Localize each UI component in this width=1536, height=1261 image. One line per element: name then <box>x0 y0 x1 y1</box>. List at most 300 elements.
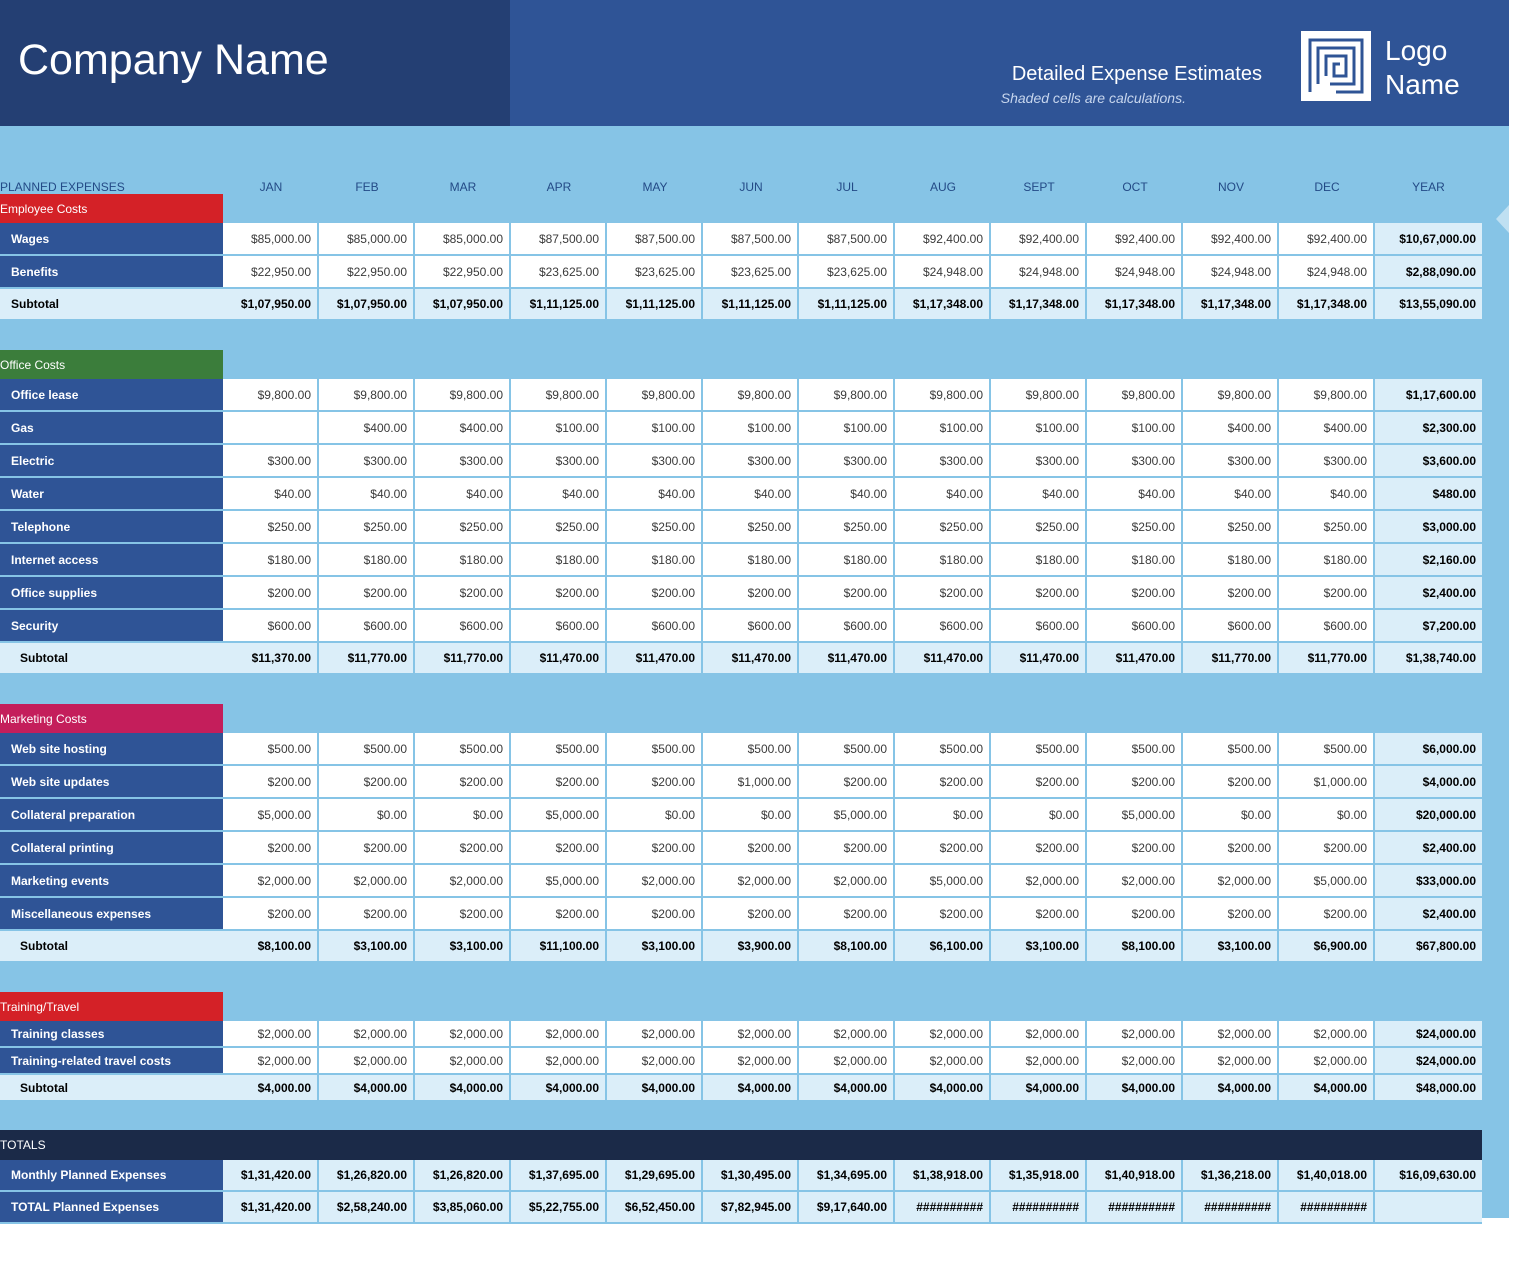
value-cell[interactable]: $2,000.00 <box>1183 1021 1279 1048</box>
subtotal-cell[interactable]: $6,900.00 <box>1279 931 1375 963</box>
value-cell[interactable]: $22,950.00 <box>415 256 511 289</box>
value-cell[interactable]: $0.00 <box>319 799 415 832</box>
value-cell[interactable]: $600.00 <box>511 610 607 643</box>
value-cell[interactable]: $200.00 <box>415 898 511 931</box>
value-cell[interactable]: $200.00 <box>1183 898 1279 931</box>
subtotal-cell[interactable]: $11,770.00 <box>415 643 511 675</box>
year-total-cell[interactable]: $2,300.00 <box>1375 412 1482 445</box>
value-cell[interactable]: $0.00 <box>991 799 1087 832</box>
value-cell[interactable]: $600.00 <box>415 610 511 643</box>
value-cell[interactable]: $200.00 <box>799 832 895 865</box>
value-cell[interactable]: $500.00 <box>319 733 415 766</box>
value-cell[interactable]: $200.00 <box>991 577 1087 610</box>
value-cell[interactable]: $40.00 <box>223 478 319 511</box>
value-cell[interactable]: $250.00 <box>799 511 895 544</box>
value-cell[interactable]: $200.00 <box>1183 577 1279 610</box>
value-cell[interactable]: $40.00 <box>799 478 895 511</box>
totals-label-monthly-planned-expenses[interactable]: Monthly Planned Expenses <box>0 1160 223 1192</box>
value-cell[interactable]: $200.00 <box>415 832 511 865</box>
value-cell[interactable]: $24,948.00 <box>1087 256 1183 289</box>
value-cell[interactable]: $92,400.00 <box>1087 223 1183 256</box>
subtotal-cell[interactable]: $4,000.00 <box>1183 1075 1279 1102</box>
value-cell[interactable]: $180.00 <box>319 544 415 577</box>
value-cell[interactable]: $40.00 <box>703 478 799 511</box>
value-cell[interactable]: $200.00 <box>607 577 703 610</box>
value-cell[interactable]: $9,800.00 <box>1279 379 1375 412</box>
value-cell[interactable]: $300.00 <box>607 445 703 478</box>
year-total-cell[interactable]: $10,67,000.00 <box>1375 223 1482 256</box>
value-cell[interactable]: $24,948.00 <box>1279 256 1375 289</box>
subtotal-cell[interactable]: $1,17,348.00 <box>1279 289 1375 321</box>
value-cell[interactable]: $40.00 <box>511 478 607 511</box>
value-cell[interactable]: $2,000.00 <box>1279 1048 1375 1075</box>
subtotal-cell[interactable]: $1,11,125.00 <box>607 289 703 321</box>
subtotal-cell[interactable]: $4,000.00 <box>991 1075 1087 1102</box>
value-cell[interactable]: $9,800.00 <box>223 379 319 412</box>
subtotal-cell[interactable]: $1,11,125.00 <box>799 289 895 321</box>
value-cell[interactable]: $250.00 <box>1183 511 1279 544</box>
value-cell[interactable]: $0.00 <box>1279 799 1375 832</box>
subtotal-cell[interactable]: $11,470.00 <box>895 643 991 675</box>
totals-year-cell[interactable]: $16,09,630.00 <box>1375 1160 1482 1192</box>
subtotal-cell[interactable]: $8,100.00 <box>799 931 895 963</box>
value-cell[interactable]: $200.00 <box>511 832 607 865</box>
totals-cell[interactable]: $7,82,945.00 <box>703 1192 799 1224</box>
value-cell[interactable]: $24,948.00 <box>1183 256 1279 289</box>
value-cell[interactable]: $500.00 <box>1279 733 1375 766</box>
value-cell[interactable]: $9,800.00 <box>607 379 703 412</box>
totals-cell[interactable]: ########## <box>895 1192 991 1224</box>
year-total-cell[interactable]: $2,400.00 <box>1375 577 1482 610</box>
totals-year-cell[interactable] <box>1375 1192 1482 1224</box>
value-cell[interactable]: $600.00 <box>991 610 1087 643</box>
row-label-office-lease[interactable]: Office lease <box>0 379 223 412</box>
value-cell[interactable]: $2,000.00 <box>223 1021 319 1048</box>
value-cell[interactable]: $9,800.00 <box>415 379 511 412</box>
row-label-wages[interactable]: Wages <box>0 223 223 256</box>
year-total-cell[interactable]: $4,000.00 <box>1375 766 1482 799</box>
row-label-web-site-updates[interactable]: Web site updates <box>0 766 223 799</box>
subtotal-cell[interactable]: $8,100.00 <box>1087 931 1183 963</box>
value-cell[interactable]: $180.00 <box>223 544 319 577</box>
value-cell[interactable]: $250.00 <box>991 511 1087 544</box>
value-cell[interactable]: $600.00 <box>799 610 895 643</box>
subtotal-cell[interactable]: $1,11,125.00 <box>703 289 799 321</box>
value-cell[interactable]: $600.00 <box>1087 610 1183 643</box>
value-cell[interactable] <box>223 412 319 445</box>
value-cell[interactable]: $2,000.00 <box>799 865 895 898</box>
value-cell[interactable]: $2,000.00 <box>703 1048 799 1075</box>
value-cell[interactable]: $9,800.00 <box>799 379 895 412</box>
value-cell[interactable]: $2,000.00 <box>991 1048 1087 1075</box>
value-cell[interactable]: $0.00 <box>895 799 991 832</box>
subtotal-cell[interactable]: $11,100.00 <box>511 931 607 963</box>
year-total-cell[interactable]: $480.00 <box>1375 478 1482 511</box>
subtotal-cell[interactable]: $3,900.00 <box>703 931 799 963</box>
value-cell[interactable]: $2,000.00 <box>991 1021 1087 1048</box>
value-cell[interactable]: $2,000.00 <box>703 1021 799 1048</box>
totals-cell[interactable]: $1,26,820.00 <box>319 1160 415 1192</box>
value-cell[interactable]: $85,000.00 <box>223 223 319 256</box>
row-label-benefits[interactable]: Benefits <box>0 256 223 289</box>
subtotal-cell[interactable]: $11,770.00 <box>1279 643 1375 675</box>
value-cell[interactable]: $2,000.00 <box>1183 1048 1279 1075</box>
row-label-training-classes[interactable]: Training classes <box>0 1021 223 1048</box>
value-cell[interactable]: $23,625.00 <box>607 256 703 289</box>
value-cell[interactable]: $22,950.00 <box>319 256 415 289</box>
subtotal-year-cell[interactable]: $48,000.00 <box>1375 1075 1482 1102</box>
value-cell[interactable]: $300.00 <box>1279 445 1375 478</box>
totals-cell[interactable]: $1,37,695.00 <box>511 1160 607 1192</box>
value-cell[interactable]: $87,500.00 <box>607 223 703 256</box>
value-cell[interactable]: $300.00 <box>223 445 319 478</box>
value-cell[interactable]: $300.00 <box>319 445 415 478</box>
value-cell[interactable]: $600.00 <box>607 610 703 643</box>
value-cell[interactable]: $200.00 <box>319 577 415 610</box>
totals-cell[interactable]: $1,29,695.00 <box>607 1160 703 1192</box>
value-cell[interactable]: $2,000.00 <box>223 1048 319 1075</box>
value-cell[interactable]: $400.00 <box>1279 412 1375 445</box>
value-cell[interactable]: $180.00 <box>799 544 895 577</box>
row-label-security[interactable]: Security <box>0 610 223 643</box>
subtotal-cell[interactable]: $4,000.00 <box>1279 1075 1375 1102</box>
subtotal-year-cell[interactable]: $67,800.00 <box>1375 931 1482 963</box>
value-cell[interactable]: $0.00 <box>703 799 799 832</box>
totals-cell[interactable]: ########## <box>1183 1192 1279 1224</box>
year-total-cell[interactable]: $3,600.00 <box>1375 445 1482 478</box>
document-title[interactable]: Detailed Expense Estimates <box>1011 63 1262 85</box>
subtotal-cell[interactable]: $11,470.00 <box>703 643 799 675</box>
value-cell[interactable]: $200.00 <box>223 766 319 799</box>
value-cell[interactable]: $1,000.00 <box>1279 766 1375 799</box>
subtotal-cell[interactable]: $6,100.00 <box>895 931 991 963</box>
totals-cell[interactable]: $1,31,420.00 <box>223 1160 319 1192</box>
subtotal-cell[interactable]: $11,470.00 <box>511 643 607 675</box>
section-title-employee-costs[interactable]: Employee Costs <box>0 194 223 223</box>
value-cell[interactable]: $200.00 <box>1087 766 1183 799</box>
subtotal-year-cell[interactable]: $1,38,740.00 <box>1375 643 1482 675</box>
value-cell[interactable]: $200.00 <box>799 577 895 610</box>
value-cell[interactable]: $180.00 <box>607 544 703 577</box>
value-cell[interactable]: $92,400.00 <box>1183 223 1279 256</box>
subtotal-cell[interactable]: $3,100.00 <box>1183 931 1279 963</box>
section-title-training-travel[interactable]: Training/Travel <box>0 992 223 1021</box>
subtotal-cell[interactable]: $1,11,125.00 <box>511 289 607 321</box>
subtotal-cell[interactable]: $11,370.00 <box>223 643 319 675</box>
value-cell[interactable]: $300.00 <box>799 445 895 478</box>
subtotal-cell[interactable]: $1,07,950.00 <box>319 289 415 321</box>
value-cell[interactable]: $2,000.00 <box>319 1021 415 1048</box>
value-cell[interactable]: $200.00 <box>895 898 991 931</box>
value-cell[interactable]: $2,000.00 <box>607 1021 703 1048</box>
row-label-gas[interactable]: Gas <box>0 412 223 445</box>
value-cell[interactable]: $40.00 <box>1183 478 1279 511</box>
subtotal-cell[interactable]: $1,07,950.00 <box>415 289 511 321</box>
value-cell[interactable]: $200.00 <box>223 898 319 931</box>
value-cell[interactable]: $500.00 <box>223 733 319 766</box>
subtotal-year-cell[interactable]: $13,55,090.00 <box>1375 289 1482 321</box>
value-cell[interactable]: $600.00 <box>1183 610 1279 643</box>
value-cell[interactable]: $100.00 <box>895 412 991 445</box>
value-cell[interactable]: $200.00 <box>991 832 1087 865</box>
section-title-marketing-costs[interactable]: Marketing Costs <box>0 704 223 733</box>
year-total-cell[interactable]: $2,400.00 <box>1375 898 1482 931</box>
row-label-marketing-events[interactable]: Marketing events <box>0 865 223 898</box>
value-cell[interactable]: $23,625.00 <box>511 256 607 289</box>
totals-cell[interactable]: $1,31,420.00 <box>223 1192 319 1224</box>
value-cell[interactable]: $5,000.00 <box>511 799 607 832</box>
subtotal-cell[interactable]: $4,000.00 <box>895 1075 991 1102</box>
value-cell[interactable]: $2,000.00 <box>223 865 319 898</box>
value-cell[interactable]: $5,000.00 <box>799 799 895 832</box>
subtotal-cell[interactable]: $4,000.00 <box>703 1075 799 1102</box>
value-cell[interactable]: $2,000.00 <box>1087 865 1183 898</box>
value-cell[interactable]: $250.00 <box>1087 511 1183 544</box>
row-label-web-site-hosting[interactable]: Web site hosting <box>0 733 223 766</box>
value-cell[interactable]: $92,400.00 <box>991 223 1087 256</box>
value-cell[interactable]: $2,000.00 <box>991 865 1087 898</box>
value-cell[interactable]: $200.00 <box>319 832 415 865</box>
value-cell[interactable]: $400.00 <box>415 412 511 445</box>
value-cell[interactable]: $200.00 <box>703 898 799 931</box>
value-cell[interactable]: $200.00 <box>1279 577 1375 610</box>
value-cell[interactable]: $500.00 <box>703 733 799 766</box>
value-cell[interactable]: $200.00 <box>1183 766 1279 799</box>
subtotal-cell[interactable]: $1,17,348.00 <box>895 289 991 321</box>
value-cell[interactable]: $87,500.00 <box>511 223 607 256</box>
totals-cell[interactable]: $1,34,695.00 <box>799 1160 895 1192</box>
row-label-training-related-travel-costs[interactable]: Training-related travel costs <box>0 1048 223 1075</box>
value-cell[interactable]: $250.00 <box>1279 511 1375 544</box>
totals-cell[interactable]: $9,17,640.00 <box>799 1192 895 1224</box>
year-total-cell[interactable]: $6,000.00 <box>1375 733 1482 766</box>
value-cell[interactable]: $200.00 <box>1087 898 1183 931</box>
value-cell[interactable]: $500.00 <box>991 733 1087 766</box>
value-cell[interactable]: $9,800.00 <box>895 379 991 412</box>
value-cell[interactable]: $300.00 <box>1183 445 1279 478</box>
row-label-collateral-printing[interactable]: Collateral printing <box>0 832 223 865</box>
year-total-cell[interactable]: $2,400.00 <box>1375 832 1482 865</box>
value-cell[interactable]: $300.00 <box>895 445 991 478</box>
subtotal-cell[interactable]: $11,770.00 <box>1183 643 1279 675</box>
subtotal-cell[interactable]: $3,100.00 <box>607 931 703 963</box>
value-cell[interactable]: $200.00 <box>319 898 415 931</box>
value-cell[interactable]: $100.00 <box>511 412 607 445</box>
subtotal-cell[interactable]: $11,470.00 <box>1087 643 1183 675</box>
value-cell[interactable]: $2,000.00 <box>607 865 703 898</box>
row-label-collateral-preparation[interactable]: Collateral preparation <box>0 799 223 832</box>
subtotal-cell[interactable]: $8,100.00 <box>223 931 319 963</box>
totals-cell[interactable]: $1,40,918.00 <box>1087 1160 1183 1192</box>
totals-label-total-planned-expenses[interactable]: TOTAL Planned Expenses <box>0 1192 223 1224</box>
value-cell[interactable]: $200.00 <box>1087 577 1183 610</box>
year-total-cell[interactable]: $2,160.00 <box>1375 544 1482 577</box>
totals-cell[interactable]: $1,40,018.00 <box>1279 1160 1375 1192</box>
value-cell[interactable]: $92,400.00 <box>895 223 991 256</box>
value-cell[interactable]: $200.00 <box>991 898 1087 931</box>
value-cell[interactable]: $40.00 <box>895 478 991 511</box>
value-cell[interactable]: $9,800.00 <box>703 379 799 412</box>
value-cell[interactable]: $250.00 <box>511 511 607 544</box>
value-cell[interactable]: $87,500.00 <box>799 223 895 256</box>
value-cell[interactable]: $180.00 <box>511 544 607 577</box>
value-cell[interactable]: $600.00 <box>1279 610 1375 643</box>
subtotal-cell[interactable]: $4,000.00 <box>223 1075 319 1102</box>
value-cell[interactable]: $2,000.00 <box>511 1048 607 1075</box>
totals-cell[interactable]: $3,85,060.00 <box>415 1192 511 1224</box>
totals-cell[interactable]: ########## <box>1279 1192 1375 1224</box>
value-cell[interactable]: $5,000.00 <box>223 799 319 832</box>
value-cell[interactable]: $23,625.00 <box>799 256 895 289</box>
value-cell[interactable]: $180.00 <box>1087 544 1183 577</box>
value-cell[interactable]: $300.00 <box>415 445 511 478</box>
value-cell[interactable]: $5,000.00 <box>511 865 607 898</box>
value-cell[interactable]: $600.00 <box>319 610 415 643</box>
value-cell[interactable]: $600.00 <box>223 610 319 643</box>
subtotal-cell[interactable]: $4,000.00 <box>511 1075 607 1102</box>
value-cell[interactable]: $40.00 <box>1087 478 1183 511</box>
value-cell[interactable]: $100.00 <box>607 412 703 445</box>
subtotal-cell[interactable]: $1,17,348.00 <box>1183 289 1279 321</box>
value-cell[interactable]: $200.00 <box>1087 832 1183 865</box>
value-cell[interactable]: $200.00 <box>799 898 895 931</box>
value-cell[interactable]: $2,000.00 <box>895 1021 991 1048</box>
value-cell[interactable]: $5,000.00 <box>895 865 991 898</box>
value-cell[interactable]: $250.00 <box>607 511 703 544</box>
value-cell[interactable]: $200.00 <box>1279 898 1375 931</box>
subtotal-cell[interactable]: $11,470.00 <box>799 643 895 675</box>
value-cell[interactable]: $40.00 <box>319 478 415 511</box>
value-cell[interactable]: $200.00 <box>607 832 703 865</box>
row-label-telephone[interactable]: Telephone <box>0 511 223 544</box>
value-cell[interactable]: $200.00 <box>799 766 895 799</box>
subtotal-cell[interactable]: $4,000.00 <box>799 1075 895 1102</box>
value-cell[interactable]: $200.00 <box>511 766 607 799</box>
value-cell[interactable]: $500.00 <box>607 733 703 766</box>
totals-cell[interactable]: ########## <box>991 1192 1087 1224</box>
value-cell[interactable]: $2,000.00 <box>511 1021 607 1048</box>
totals-cell[interactable]: $1,38,918.00 <box>895 1160 991 1192</box>
value-cell[interactable]: $2,000.00 <box>319 865 415 898</box>
value-cell[interactable]: $40.00 <box>607 478 703 511</box>
company-name[interactable]: Company Name <box>18 36 329 84</box>
year-total-cell[interactable]: $33,000.00 <box>1375 865 1482 898</box>
value-cell[interactable]: $300.00 <box>511 445 607 478</box>
year-total-cell[interactable]: $2,88,090.00 <box>1375 256 1482 289</box>
subtotal-cell[interactable]: $1,07,950.00 <box>223 289 319 321</box>
value-cell[interactable]: $100.00 <box>799 412 895 445</box>
value-cell[interactable]: $1,000.00 <box>703 766 799 799</box>
subtotal-cell[interactable]: $3,100.00 <box>415 931 511 963</box>
value-cell[interactable]: $2,000.00 <box>1279 1021 1375 1048</box>
value-cell[interactable]: $200.00 <box>895 832 991 865</box>
value-cell[interactable]: $2,000.00 <box>1087 1048 1183 1075</box>
value-cell[interactable]: $2,000.00 <box>799 1021 895 1048</box>
value-cell[interactable]: $2,000.00 <box>895 1048 991 1075</box>
totals-cell[interactable]: $2,58,240.00 <box>319 1192 415 1224</box>
value-cell[interactable]: $5,000.00 <box>1279 865 1375 898</box>
value-cell[interactable]: $85,000.00 <box>415 223 511 256</box>
value-cell[interactable]: $180.00 <box>415 544 511 577</box>
value-cell[interactable]: $200.00 <box>895 577 991 610</box>
value-cell[interactable]: $500.00 <box>511 733 607 766</box>
value-cell[interactable]: $200.00 <box>703 577 799 610</box>
totals-cell[interactable]: $1,26,820.00 <box>415 1160 511 1192</box>
value-cell[interactable]: $400.00 <box>319 412 415 445</box>
value-cell[interactable]: $180.00 <box>991 544 1087 577</box>
value-cell[interactable]: $22,950.00 <box>223 256 319 289</box>
value-cell[interactable]: $300.00 <box>703 445 799 478</box>
value-cell[interactable]: $87,500.00 <box>703 223 799 256</box>
value-cell[interactable]: $200.00 <box>511 898 607 931</box>
value-cell[interactable]: $200.00 <box>319 766 415 799</box>
value-cell[interactable]: $5,000.00 <box>1087 799 1183 832</box>
subtotal-cell[interactable]: $11,770.00 <box>319 643 415 675</box>
value-cell[interactable]: $0.00 <box>415 799 511 832</box>
value-cell[interactable]: $500.00 <box>895 733 991 766</box>
value-cell[interactable]: $400.00 <box>1183 412 1279 445</box>
row-label-office-supplies[interactable]: Office supplies <box>0 577 223 610</box>
value-cell[interactable]: $9,800.00 <box>1183 379 1279 412</box>
value-cell[interactable]: $200.00 <box>703 832 799 865</box>
value-cell[interactable]: $200.00 <box>607 898 703 931</box>
value-cell[interactable]: $85,000.00 <box>319 223 415 256</box>
totals-cell[interactable]: $6,52,450.00 <box>607 1192 703 1224</box>
value-cell[interactable]: $200.00 <box>223 832 319 865</box>
totals-cell[interactable]: $1,30,495.00 <box>703 1160 799 1192</box>
subtotal-cell[interactable]: $1,17,348.00 <box>991 289 1087 321</box>
subtotal-cell[interactable]: $4,000.00 <box>415 1075 511 1102</box>
value-cell[interactable]: $250.00 <box>895 511 991 544</box>
value-cell[interactable]: $180.00 <box>895 544 991 577</box>
year-total-cell[interactable]: $1,17,600.00 <box>1375 379 1482 412</box>
totals-cell[interactable]: ########## <box>1087 1192 1183 1224</box>
value-cell[interactable]: $200.00 <box>1183 832 1279 865</box>
value-cell[interactable]: $2,000.00 <box>415 865 511 898</box>
totals-cell[interactable]: $1,35,918.00 <box>991 1160 1087 1192</box>
value-cell[interactable]: $9,800.00 <box>319 379 415 412</box>
value-cell[interactable]: $200.00 <box>991 766 1087 799</box>
subtotal-cell[interactable]: $11,470.00 <box>991 643 1087 675</box>
row-label-electric[interactable]: Electric <box>0 445 223 478</box>
row-label-water[interactable]: Water <box>0 478 223 511</box>
value-cell[interactable]: $250.00 <box>319 511 415 544</box>
value-cell[interactable]: $250.00 <box>415 511 511 544</box>
value-cell[interactable]: $200.00 <box>223 577 319 610</box>
value-cell[interactable]: $0.00 <box>1183 799 1279 832</box>
subtotal-cell[interactable]: $4,000.00 <box>1087 1075 1183 1102</box>
row-label-miscellaneous-expenses[interactable]: Miscellaneous expenses <box>0 898 223 931</box>
value-cell[interactable]: $40.00 <box>991 478 1087 511</box>
value-cell[interactable]: $100.00 <box>703 412 799 445</box>
value-cell[interactable]: $600.00 <box>895 610 991 643</box>
value-cell[interactable]: $500.00 <box>415 733 511 766</box>
subtotal-cell[interactable]: $1,17,348.00 <box>1087 289 1183 321</box>
value-cell[interactable]: $2,000.00 <box>1087 1021 1183 1048</box>
value-cell[interactable]: $300.00 <box>991 445 1087 478</box>
value-cell[interactable]: $40.00 <box>415 478 511 511</box>
value-cell[interactable]: $500.00 <box>799 733 895 766</box>
value-cell[interactable]: $2,000.00 <box>415 1021 511 1048</box>
value-cell[interactable]: $2,000.00 <box>415 1048 511 1075</box>
value-cell[interactable]: $23,625.00 <box>703 256 799 289</box>
value-cell[interactable]: $600.00 <box>703 610 799 643</box>
value-cell[interactable]: $100.00 <box>991 412 1087 445</box>
section-title-office-costs[interactable]: Office Costs <box>0 350 223 379</box>
value-cell[interactable]: $500.00 <box>1087 733 1183 766</box>
value-cell[interactable]: $24,948.00 <box>991 256 1087 289</box>
year-total-cell[interactable]: $7,200.00 <box>1375 610 1482 643</box>
